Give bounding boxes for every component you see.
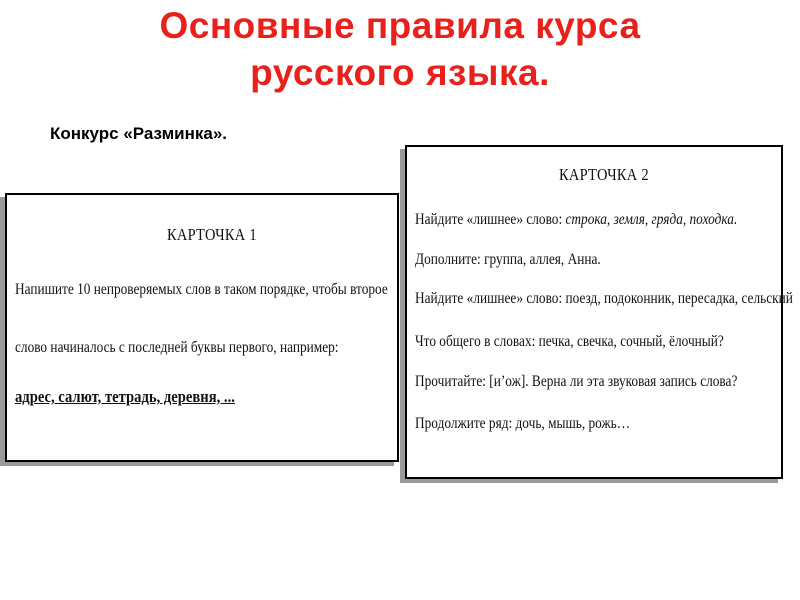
card-2-line-2: Дополните: группа, аллея, Анна. [415,251,601,268]
card-2-line-3: Найдите «лишнее» слово: поезд, подоконник, пересадка, сельский [415,290,793,307]
card-2-line-6: Продолжите ряд: дочь, мышь, рожь… [415,415,631,432]
card-2-line-1-prefix: Найдите «лишнее» слово: [415,211,563,228]
card-1-heading: КАРТОЧКА 1 [167,225,257,244]
slide-title [0,2,800,96]
card-2-line-5: Прочитайте: [и’ож]. Верна ли эта звуковая запись слова? [415,373,738,390]
slide-title-line-2: русского языка. [250,52,550,93]
card-2-heading: КАРТОЧКА 2 [559,165,649,184]
card-1 [5,193,399,462]
slide-title-line-1: Основные правила курса [159,5,641,46]
card-1-line-1: Напишите 10 непроверяемых слов в таком порядке, чтобы второе [15,281,388,298]
card-2-line-1 [415,211,737,229]
card-2-line-4: Что общего в словах: печка, свечка, сочный, ёлочный? [415,333,724,350]
slide-subtitle: Конкурс «Разминка». [50,124,228,143]
card-2 [405,145,793,479]
card-2-line-1-words: строка, земля, гряда, походка. [565,211,738,228]
card-1-line-2: слово начиналось с последней буквы первого, например: [15,339,339,356]
card-1-example: адрес, салют, тетрадь, деревня, ... [15,387,235,406]
